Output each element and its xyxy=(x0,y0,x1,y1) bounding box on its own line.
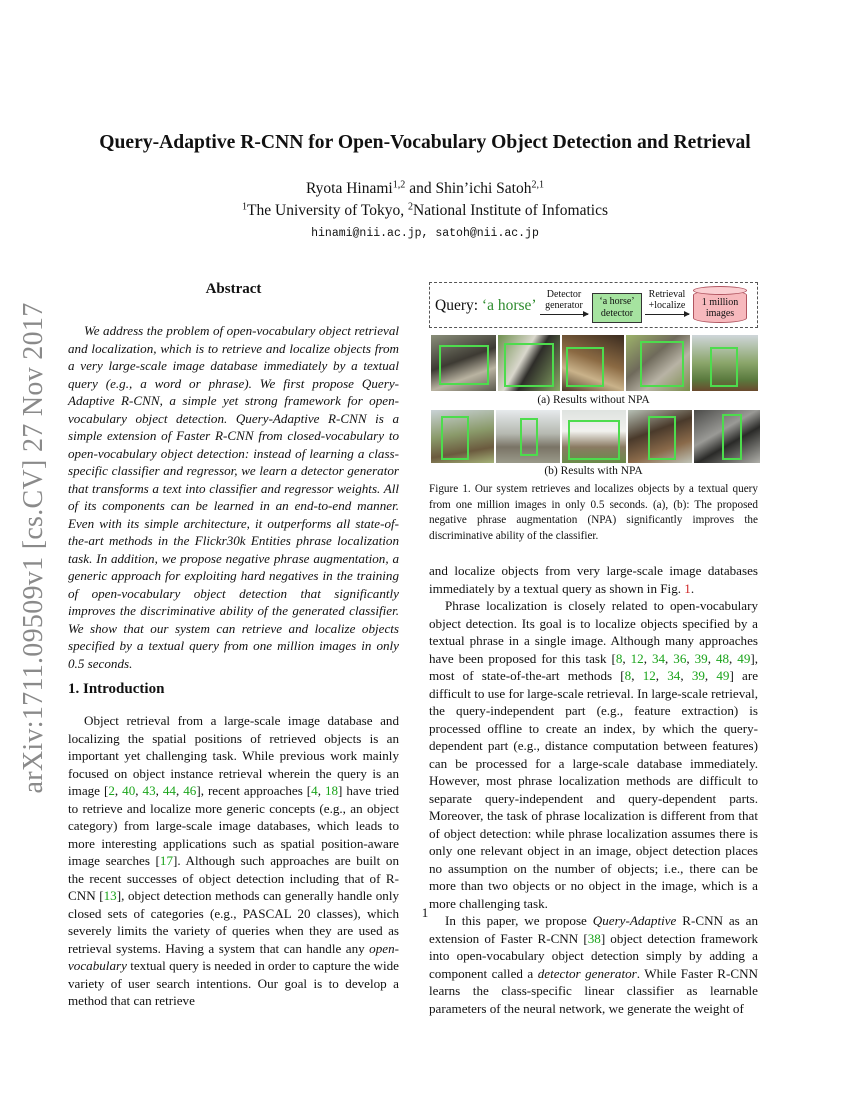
horse-detector-box: ‘a horse’ detector xyxy=(592,293,642,323)
results-row-without-npa xyxy=(431,335,758,391)
figure-caption: Figure 1. Our system retrieves and localizes objects by a textual query from one million images in only 0.5 seconds. (a), (b): The proposed negative phrase augmentation (NPA) significantly improves the discriminative ability of the classifier. xyxy=(429,483,758,542)
figure-link[interactable]: 1 xyxy=(684,580,691,596)
abstract-text: We address the problem of open-vocabulary object retrieval and localization, which is to retrieve and localize objects from a very large-scale image database immediately by a textual query (e.g., a word or phrase). We first propose Query-Adaptive R-CNN, a simple yet strong framework for open-vocabulary object detection. Query-Adaptive R-CNN is a simple extension of Faster R-CNN from closed-vocabulary to open-vocabulary object detection: instead of learning a class-specific classifier and regressor, we learn a detector generator that transforms a text into classifier and regressor weights. All of its components can be learned in an end-to-end manner. Even with its simple architecture, it outperforms all state-of-the-art methods in the Flickr30k Entities phrase localization task. In addition, we propose negative phrase augmentation, a generic approach for exploiting hard negatives in the training of open-vocabulary object detection that significantly improves the discriminative ability of the generated classifier. We show that our system can retrieve and localize objects specified by a textual query from one million images in only 0.5 seconds. xyxy=(68,323,399,671)
citation-link[interactable]: 49 xyxy=(737,650,751,666)
caption-without-npa: (a) Results without NPA xyxy=(537,394,650,406)
result-image xyxy=(431,410,494,463)
query-label: Query: ‘a horse’ xyxy=(435,297,537,314)
citation-link[interactable]: 34 xyxy=(651,650,666,666)
pipeline-diagram xyxy=(429,282,758,328)
authors: Ryota Hinami$^{1,2}$ and Shin’ichi Satoh$^{2,1}$ xyxy=(305,179,545,197)
citation-link[interactable]: 12 xyxy=(642,668,656,683)
citation-link[interactable]: 4 xyxy=(311,783,318,798)
citation-link[interactable]: 44 xyxy=(162,783,176,798)
citation-link[interactable]: 40 xyxy=(122,783,136,798)
citation-link[interactable]: 49 xyxy=(716,668,730,683)
result-image xyxy=(626,335,690,391)
result-image xyxy=(498,335,560,391)
citation-link[interactable]: 2 xyxy=(108,783,115,798)
author-emails[interactable]: hinami@nii.ac.jp, satoh@nii.ac.jp xyxy=(311,227,539,240)
page-number: 1 xyxy=(421,905,429,920)
result-image xyxy=(692,335,758,391)
results-row-with-npa xyxy=(431,410,760,463)
citation-link[interactable]: 39 xyxy=(694,650,708,666)
arrow-icon xyxy=(540,314,588,315)
citation-link[interactable]: 8 xyxy=(624,668,632,683)
citation-link[interactable]: 34 xyxy=(667,668,681,683)
arxiv-stamp: arXiv:1711.09509v1 [cs.CV] 27 Nov 2017 xyxy=(18,302,49,793)
paper-title: Query-Adaptive R-CNN for Open-Vocabulary Object Detection and Retrieval xyxy=(99,132,751,153)
citation-link[interactable]: 18 xyxy=(324,783,339,798)
result-image xyxy=(694,410,760,463)
result-image xyxy=(562,335,624,391)
result-image xyxy=(562,410,626,463)
detector-generator-label: Detector generator xyxy=(545,289,583,311)
citation-link[interactable]: 8 xyxy=(615,650,623,666)
citation-link[interactable]: 13 xyxy=(103,888,117,903)
citation-link[interactable]: 12 xyxy=(630,650,644,666)
caption-with-npa: (b) Results with NPA xyxy=(544,465,643,477)
citation-link[interactable]: 17 xyxy=(159,853,174,868)
intro-heading: 1. Introduction xyxy=(68,681,165,697)
result-image xyxy=(628,410,692,463)
right-column-text: and localize objects from very large-scale image databases immediately by a textual query as shown in Fig. 1. Phrase localization is closely related to open-vocabulary object detection. Its goal is to localize objects specified by a textual phrase in a single image. Although many approaches have been proposed for this task [8, 12, 34, 36, 39, 48, 49], most of state-of-the-art methods [8, 12, 34, 39, 49] are difficult to use for large-scale retrieval. In large-scale retrieval, the query-independent part (e.g., feature extraction) is processed offline to create an index, by which the query-dependent part (e.g., distance computation between features) can be processed for a large-scale database immediately. However, most phrase localization methods are difficult to separate query-independent and query-dependent parts. Moreover, the task of phrase localization is different from that of object detection: while phrase localization assumes there is only one relevant object in an image, object detection places no assumption on the number of objects; i.e., there can be more than two objects or no object in the image, which is a more challenging task. In this paper, we propose Query-Adaptive R-CNN as an extension of Faster R-CNN [38] object detection framework into open-vocabulary object detection simply by adding a component called a detector generator. While Faster R-CNN learns the class-specific linear classifier as learnable parameters of the neural network, we generate the weight of xyxy=(429,563,759,1016)
affiliations: $^1$The University of Tokyo, $^2$National Institute of Infomatics xyxy=(242,201,608,219)
intro-paragraph: Object retrieval from a large-scale image database and localizing the spatial positions of retrieved objects is an important yet challenging task. While previous work mainly focused on object instance retrieval wherein the query is an image [2, 40, 43, 44, 46], recent approaches [4, 18] have tried to retrieve and localize more generic concepts (e.g., an object category) from large-scale image databases, which leads to more interesting applications such as spatial position-aware image searches [17]. Although such approaches are built on the recent successes of object detection including that of R-CNN [13], object detection methods can generally handle only closed sets of categories (e.g., PASCAL 20 classes), which severely limits the variety of queries when they are used as retrieval systems. Having a system that can handle any open-vocabulary textual query is needed in order to capture the wide variety of user search intentions. Our goal is to develop a method that can retrieve xyxy=(68,713,400,1008)
arrow-icon xyxy=(645,314,689,315)
million-images-label: 1 million images xyxy=(701,297,739,319)
citation-link[interactable]: 39 xyxy=(691,668,705,683)
citation-link[interactable]: 36 xyxy=(673,650,687,666)
citation-link[interactable]: 43 xyxy=(142,783,156,798)
citation-link[interactable]: 48 xyxy=(715,650,730,666)
result-image xyxy=(496,410,560,463)
database-icon xyxy=(693,286,747,324)
abstract-heading: Abstract xyxy=(205,281,262,297)
citation-link[interactable]: 38 xyxy=(587,930,601,946)
retrieval-localize-label: Retrieval +localize xyxy=(648,289,686,311)
citation-link[interactable]: 46 xyxy=(183,783,197,798)
result-image xyxy=(431,335,496,391)
